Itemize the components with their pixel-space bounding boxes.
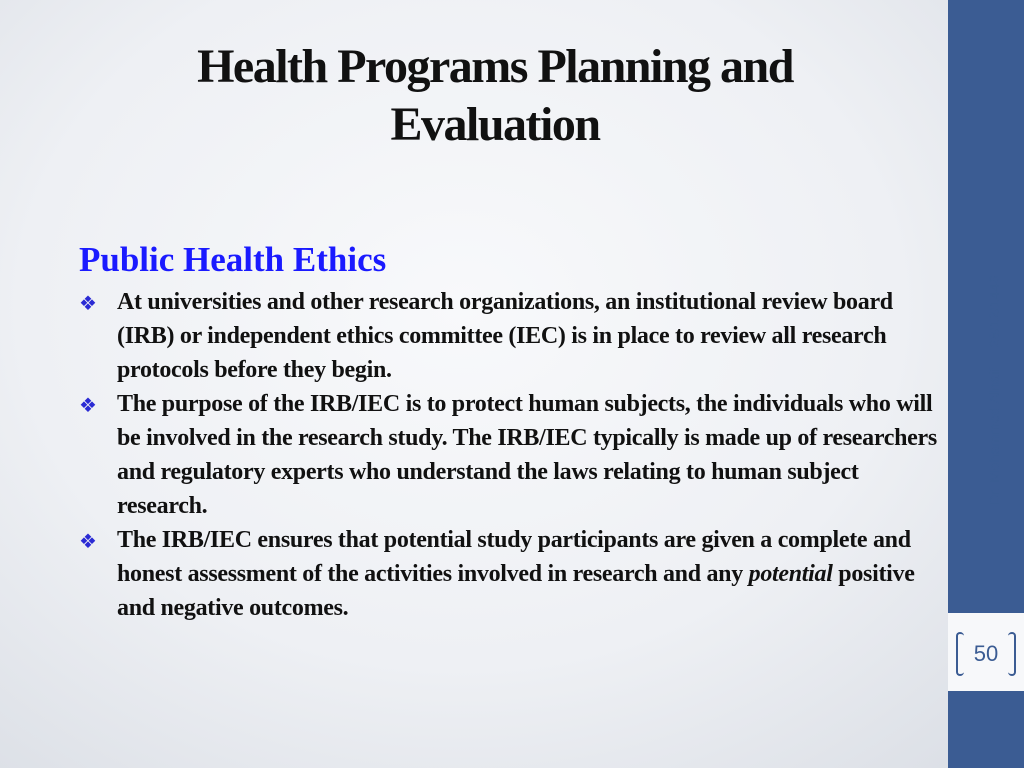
bullet-text-italic: potential: [748, 561, 833, 587]
section-heading: Public Health Ethics: [79, 240, 387, 279]
bullet-list: [79, 285, 947, 625]
bullet-text-after: positive and negative outcomes.: [117, 561, 915, 621]
bullet-item: [79, 523, 947, 625]
date-label: 28/12/1446: [986, 275, 1002, 348]
diamond-bullet-icon: ❖: [79, 529, 97, 553]
side-footer-text: [986, 275, 1002, 505]
diamond-bullet-icon: ❖: [79, 291, 97, 315]
author-label: Dr. Mohammed Alnaif: [986, 367, 1002, 505]
bullet-item: [79, 387, 947, 523]
diamond-bullet-icon: ❖: [79, 393, 97, 417]
bullet-text: At universities and other research organizations, an institutional review board (IRB) or independent ethics committee (IEC) is in place to review all research protocols before they begin.: [117, 289, 893, 383]
slide-title-line-1: Health Programs Planning and: [197, 40, 793, 93]
bullet-item: [79, 285, 947, 387]
slide-title-line-2: Evaluation: [390, 98, 600, 151]
page-number: 50: [973, 641, 999, 666]
slide-title: [60, 38, 930, 154]
bullet-text: The purpose of the IRB/IEC is to protect human subjects, the individuals who will be involved in the research study. The IRB/IEC typically is made up of researchers and regulatory experts who understand the laws relating to human subject research.: [117, 391, 937, 519]
bullet-text-before: The IRB/IEC ensures that potential study participants are given a complete and honest assessment of the activities involved in research and any: [117, 527, 911, 587]
